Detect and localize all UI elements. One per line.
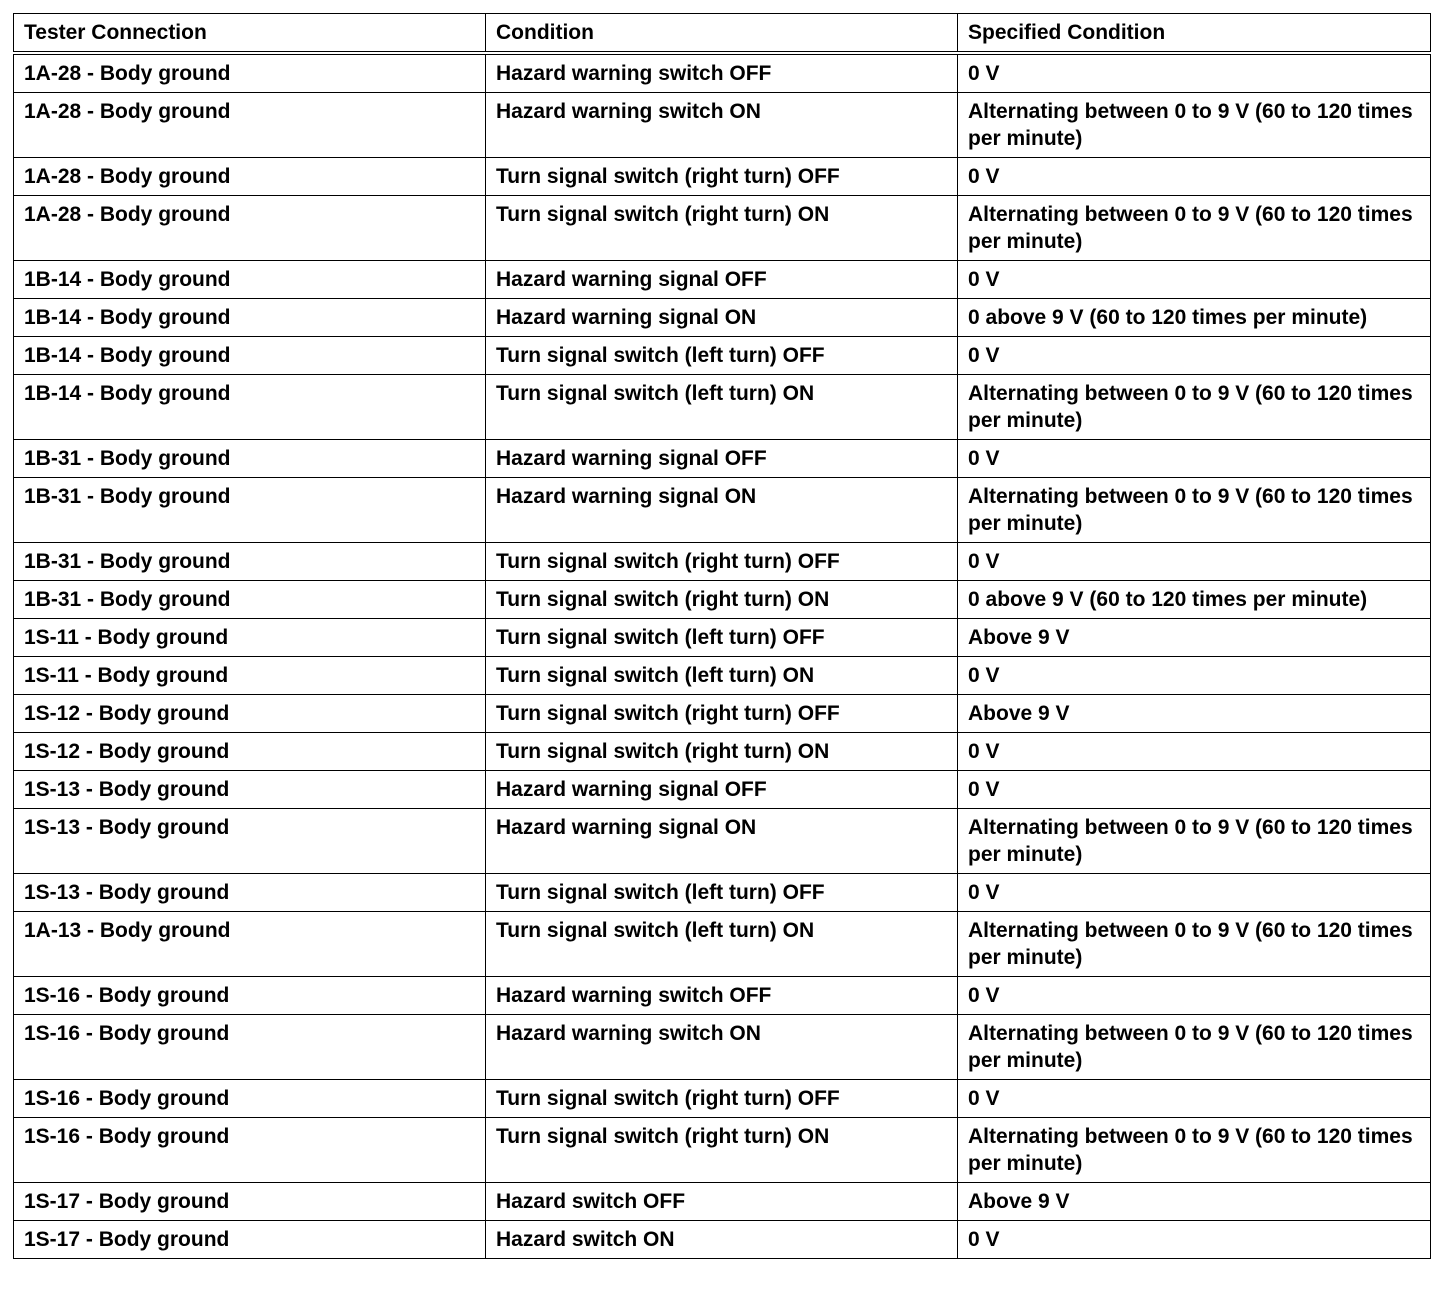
cell-tester-connection: 1S-11 - Body ground xyxy=(14,619,486,657)
table-row xyxy=(14,478,1431,543)
cell-specified-condition: 0 V xyxy=(958,874,1431,912)
table-row xyxy=(14,337,1431,375)
cell-specified-condition: 0 V xyxy=(958,1221,1431,1259)
cell-tester-connection: 1S-13 - Body ground xyxy=(14,809,486,874)
cell-condition: Hazard warning signal ON xyxy=(486,809,958,874)
table-row xyxy=(14,1015,1431,1080)
cell-tester-connection: 1S-17 - Body ground xyxy=(14,1183,486,1221)
cell-tester-connection: 1B-31 - Body ground xyxy=(14,440,486,478)
cell-condition: Hazard warning signal OFF xyxy=(486,440,958,478)
cell-specified-condition: Alternating between 0 to 9 V (60 to 120 times per minute) xyxy=(958,93,1431,158)
table-row xyxy=(14,158,1431,196)
cell-condition: Hazard warning signal OFF xyxy=(486,771,958,809)
cell-condition: Turn signal switch (left turn) OFF xyxy=(486,874,958,912)
cell-tester-connection: 1S-16 - Body ground xyxy=(14,977,486,1015)
table-row xyxy=(14,619,1431,657)
cell-condition: Hazard warning signal ON xyxy=(486,478,958,543)
table-row xyxy=(14,1118,1431,1183)
cell-specified-condition: Alternating between 0 to 9 V (60 to 120 times per minute) xyxy=(958,809,1431,874)
cell-condition: Turn signal switch (right turn) OFF xyxy=(486,543,958,581)
cell-tester-connection: 1B-31 - Body ground xyxy=(14,543,486,581)
cell-condition: Hazard warning switch OFF xyxy=(486,53,958,93)
cell-condition: Hazard warning switch ON xyxy=(486,1015,958,1080)
cell-tester-connection: 1S-16 - Body ground xyxy=(14,1118,486,1183)
table-row xyxy=(14,53,1431,93)
table-row xyxy=(14,261,1431,299)
cell-specified-condition: 0 V xyxy=(958,1080,1431,1118)
header-condition: Condition xyxy=(486,14,958,54)
table-row xyxy=(14,93,1431,158)
cell-condition: Turn signal switch (right turn) ON xyxy=(486,1118,958,1183)
cell-tester-connection: 1S-12 - Body ground xyxy=(14,695,486,733)
cell-specified-condition: Above 9 V xyxy=(958,1183,1431,1221)
cell-tester-connection: 1S-11 - Body ground xyxy=(14,657,486,695)
cell-specified-condition: 0 V xyxy=(958,657,1431,695)
table-row xyxy=(14,874,1431,912)
cell-tester-connection: 1B-14 - Body ground xyxy=(14,375,486,440)
cell-tester-connection: 1B-14 - Body ground xyxy=(14,261,486,299)
cell-condition: Turn signal switch (right turn) OFF xyxy=(486,695,958,733)
table-row xyxy=(14,299,1431,337)
cell-tester-connection: 1S-13 - Body ground xyxy=(14,874,486,912)
table-row xyxy=(14,1183,1431,1221)
header-row xyxy=(14,14,1431,54)
header-tester-connection: Tester Connection xyxy=(14,14,486,54)
table-header xyxy=(14,14,1431,54)
cell-tester-connection: 1S-16 - Body ground xyxy=(14,1080,486,1118)
cell-specified-condition: Alternating between 0 to 9 V (60 to 120 times per minute) xyxy=(958,1118,1431,1183)
cell-specified-condition: Alternating between 0 to 9 V (60 to 120 times per minute) xyxy=(958,196,1431,261)
cell-tester-connection: 1S-16 - Body ground xyxy=(14,1015,486,1080)
cell-specified-condition: 0 V xyxy=(958,977,1431,1015)
table-row xyxy=(14,912,1431,977)
cell-condition: Hazard switch OFF xyxy=(486,1183,958,1221)
cell-specified-condition: 0 V xyxy=(958,158,1431,196)
table-body xyxy=(14,53,1431,1259)
cell-tester-connection: 1S-12 - Body ground xyxy=(14,733,486,771)
table-row xyxy=(14,657,1431,695)
table-row xyxy=(14,771,1431,809)
cell-tester-connection: 1B-31 - Body ground xyxy=(14,478,486,543)
cell-condition: Turn signal switch (left turn) OFF xyxy=(486,337,958,375)
table-row xyxy=(14,977,1431,1015)
cell-tester-connection: 1S-17 - Body ground xyxy=(14,1221,486,1259)
header-specified-condition: Specified Condition xyxy=(958,14,1431,54)
cell-condition: Hazard switch ON xyxy=(486,1221,958,1259)
cell-specified-condition: Above 9 V xyxy=(958,619,1431,657)
cell-specified-condition: 0 above 9 V (60 to 120 times per minute) xyxy=(958,299,1431,337)
table-row xyxy=(14,543,1431,581)
cell-specified-condition: 0 above 9 V (60 to 120 times per minute) xyxy=(958,581,1431,619)
table-row xyxy=(14,1080,1431,1118)
cell-condition: Turn signal switch (left turn) ON xyxy=(486,375,958,440)
cell-specified-condition: Alternating between 0 to 9 V (60 to 120 times per minute) xyxy=(958,478,1431,543)
cell-specified-condition: Alternating between 0 to 9 V (60 to 120 times per minute) xyxy=(958,912,1431,977)
cell-condition: Turn signal switch (left turn) OFF xyxy=(486,619,958,657)
cell-condition: Turn signal switch (left turn) ON xyxy=(486,657,958,695)
table-row xyxy=(14,733,1431,771)
cell-condition: Turn signal switch (right turn) ON xyxy=(486,581,958,619)
cell-specified-condition: 0 V xyxy=(958,261,1431,299)
cell-tester-connection: 1A-28 - Body ground xyxy=(14,158,486,196)
table-row xyxy=(14,196,1431,261)
cell-condition: Turn signal switch (right turn) ON xyxy=(486,733,958,771)
cell-specified-condition: 0 V xyxy=(958,440,1431,478)
cell-specified-condition: 0 V xyxy=(958,53,1431,93)
cell-specified-condition: Alternating between 0 to 9 V (60 to 120 times per minute) xyxy=(958,1015,1431,1080)
cell-condition: Turn signal switch (right turn) ON xyxy=(486,196,958,261)
cell-condition: Hazard warning switch OFF xyxy=(486,977,958,1015)
cell-tester-connection: 1B-14 - Body ground xyxy=(14,299,486,337)
cell-condition: Hazard warning switch ON xyxy=(486,93,958,158)
cell-tester-connection: 1A-28 - Body ground xyxy=(14,93,486,158)
cell-specified-condition: Above 9 V xyxy=(958,695,1431,733)
cell-condition: Hazard warning signal ON xyxy=(486,299,958,337)
cell-condition: Turn signal switch (left turn) ON xyxy=(486,912,958,977)
cell-specified-condition: Alternating between 0 to 9 V (60 to 120 times per minute) xyxy=(958,375,1431,440)
cell-tester-connection: 1A-28 - Body ground xyxy=(14,196,486,261)
cell-specified-condition: 0 V xyxy=(958,733,1431,771)
table-row xyxy=(14,375,1431,440)
cell-tester-connection: 1A-28 - Body ground xyxy=(14,53,486,93)
cell-specified-condition: 0 V xyxy=(958,771,1431,809)
table-row xyxy=(14,1221,1431,1259)
cell-specified-condition: 0 V xyxy=(958,337,1431,375)
table-row xyxy=(14,695,1431,733)
cell-tester-connection: 1A-13 - Body ground xyxy=(14,912,486,977)
cell-specified-condition: 0 V xyxy=(958,543,1431,581)
cell-condition: Turn signal switch (right turn) OFF xyxy=(486,1080,958,1118)
cell-tester-connection: 1B-31 - Body ground xyxy=(14,581,486,619)
cell-condition: Turn signal switch (right turn) OFF xyxy=(486,158,958,196)
table-row xyxy=(14,809,1431,874)
tester-specification-table xyxy=(13,13,1431,1259)
table-row xyxy=(14,440,1431,478)
cell-tester-connection: 1B-14 - Body ground xyxy=(14,337,486,375)
table-row xyxy=(14,581,1431,619)
cell-condition: Hazard warning signal OFF xyxy=(486,261,958,299)
cell-tester-connection: 1S-13 - Body ground xyxy=(14,771,486,809)
